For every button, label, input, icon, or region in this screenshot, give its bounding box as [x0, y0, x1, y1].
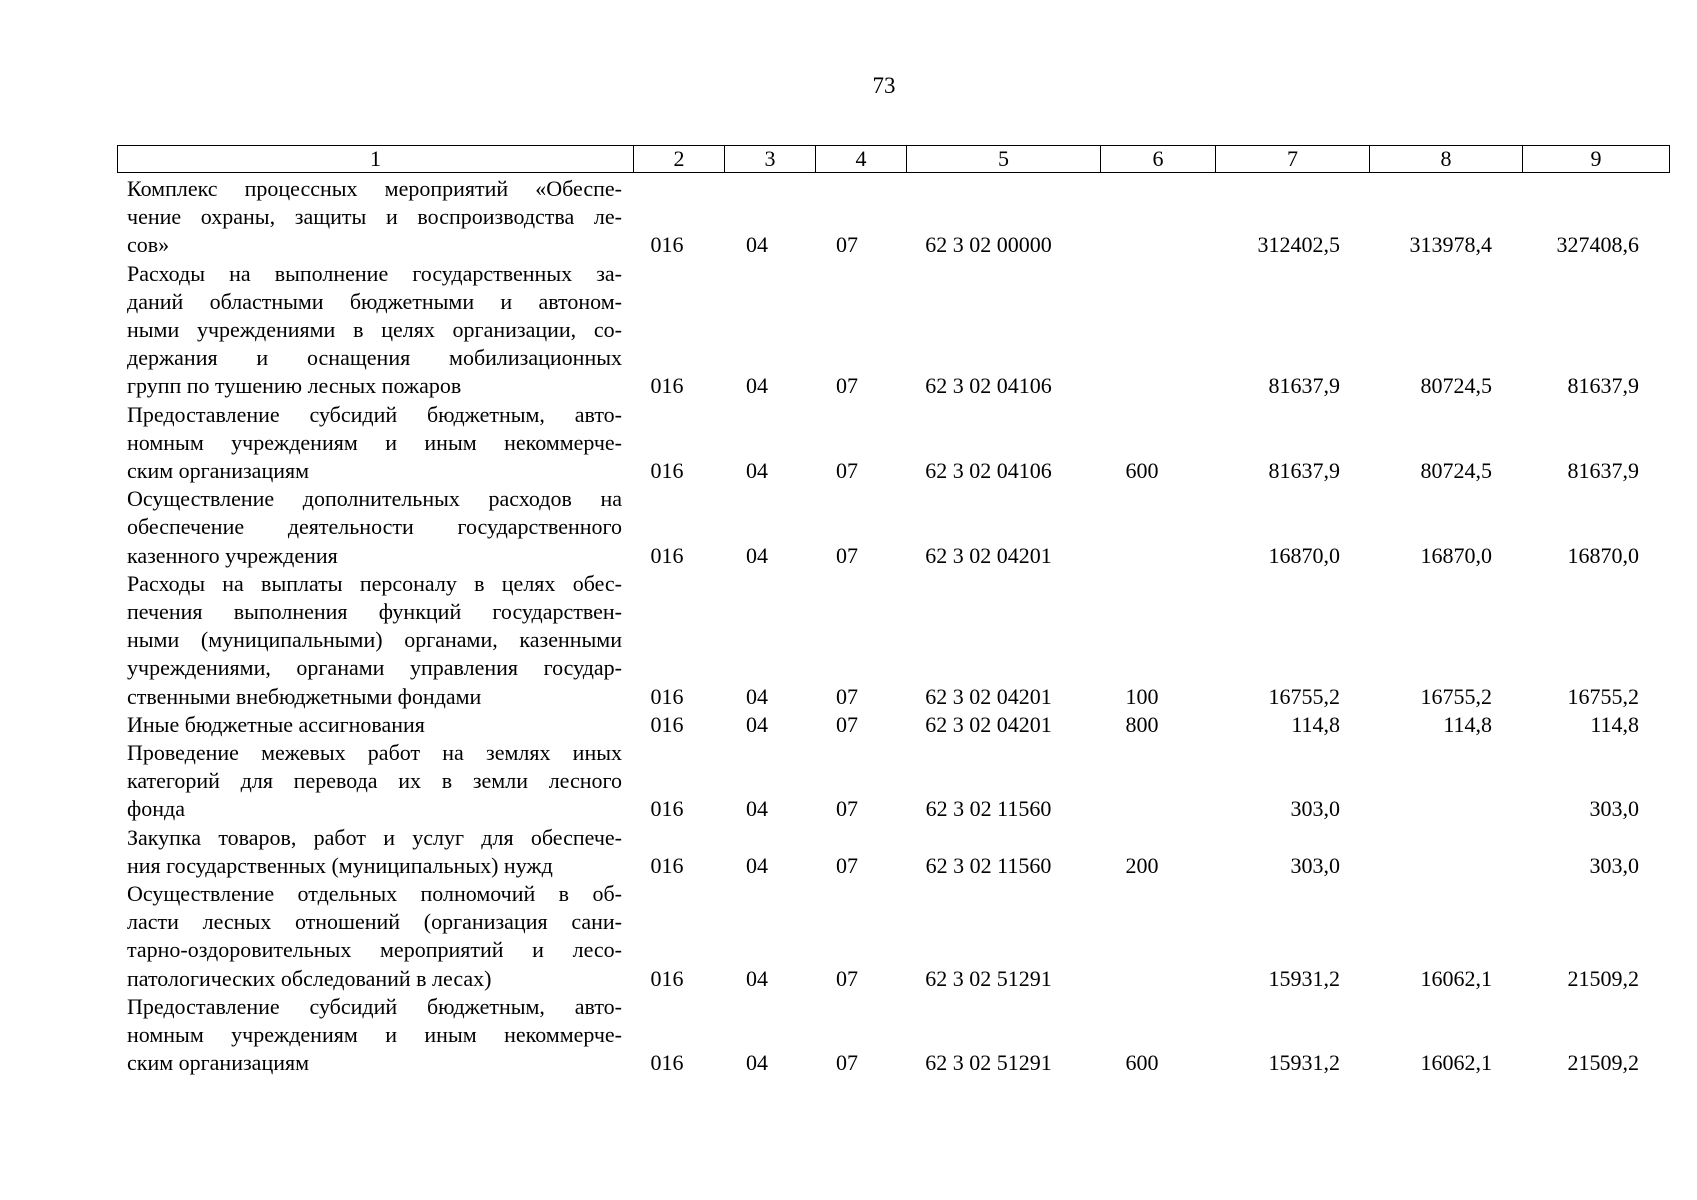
section-code: 04 — [746, 458, 768, 484]
ministry-code: 016 — [650, 373, 684, 399]
row-description — [117, 711, 622, 739]
subsection-code: 07 — [836, 711, 858, 737]
subsection-code: 07 — [836, 458, 858, 484]
description-line: казенного учреждения — [127, 542, 338, 568]
subsection-code: 07 — [836, 683, 858, 709]
amount-year-2: 80724,5 — [1420, 373, 1492, 399]
description-line: фонда — [127, 796, 185, 822]
row-description — [117, 175, 622, 260]
description-line: держания и оснащения мобилизационных — [127, 345, 622, 371]
section-code: 04 — [746, 683, 768, 709]
target-article: 62 3 02 11560 — [925, 852, 1052, 878]
description-line: патологических обследований в лесах) — [127, 965, 492, 991]
description-line: ским организациям — [127, 458, 310, 484]
description-line: ственными внебюджетными фондами — [127, 683, 482, 709]
amount-year-1: 16755,2 — [1268, 683, 1340, 709]
ministry-code: 016 — [650, 232, 684, 258]
description-line: категорий для перевода их в земли лесного — [127, 768, 622, 794]
description-line: Расходы на выполнение государственных за- — [127, 260, 622, 286]
amount-year-3: 114,8 — [1590, 711, 1639, 737]
target-article: 62 3 02 51291 — [925, 1050, 1052, 1076]
description-line: печения выполнения функций государствен- — [127, 599, 622, 625]
description-line: Иные бюджетные ассигнования — [127, 711, 425, 737]
target-article: 62 3 02 51291 — [925, 965, 1052, 991]
budget-table-body — [117, 175, 1663, 1078]
subsection-code: 07 — [836, 852, 858, 878]
amount-year-2: 313978,4 — [1409, 232, 1492, 258]
expense-type: 800 — [1125, 711, 1159, 737]
header-col-4: 4 — [816, 146, 907, 173]
amount-year-3: 81637,9 — [1567, 373, 1639, 399]
description-line: Закупка товаров, работ и услуг для обеспече- — [127, 824, 622, 850]
description-line: ским организациям — [127, 1050, 310, 1076]
header-col-3: 3 — [725, 146, 816, 173]
amount-year-3: 21509,2 — [1567, 1050, 1639, 1076]
description-line: ными учреждениями в целях организации, со- — [127, 317, 622, 343]
description-line: Предоставление субсидий бюджетным, авто- — [127, 401, 622, 427]
table-row — [117, 401, 1663, 486]
header-col-2: 2 — [634, 146, 725, 173]
ministry-code: 016 — [650, 711, 684, 737]
description-line: групп по тушению лесных пожаров — [127, 373, 462, 399]
section-code: 04 — [746, 965, 768, 991]
table-row — [117, 570, 1663, 711]
description-line: тарно-оздоровительных мероприятий и лесо- — [127, 937, 622, 963]
description-line: Расходы на выплаты персоналу в целях обес- — [127, 570, 622, 596]
amount-year-2: 16870,0 — [1420, 542, 1492, 568]
amount-year-2: 80724,5 — [1420, 458, 1492, 484]
expense-type: 600 — [1125, 1050, 1159, 1076]
description-line: ными (муниципальными) органами, казенными — [127, 627, 622, 653]
header-row — [118, 146, 1670, 173]
target-article: 62 3 02 04106 — [925, 373, 1052, 399]
table-row — [117, 711, 1663, 739]
amount-year-3: 303,0 — [1589, 796, 1639, 822]
header-col-6: 6 — [1101, 146, 1216, 173]
target-article: 62 3 02 04106 — [925, 458, 1052, 484]
table-row — [117, 175, 1663, 260]
subsection-code: 07 — [836, 1050, 858, 1076]
row-description — [117, 570, 622, 711]
header-col-8: 8 — [1370, 146, 1523, 173]
description-line: Предоставление субсидий бюджетным, авто- — [127, 993, 622, 1019]
description-line: Комплекс процессных мероприятий «Обеспе- — [127, 176, 622, 201]
subsection-code: 07 — [836, 373, 858, 399]
target-article: 62 3 02 11560 — [925, 796, 1052, 822]
description-line: ласти лесных отношений (организация сани- — [127, 909, 622, 935]
description-line: обеспечение деятельности государственного — [127, 514, 622, 540]
description-line: Осуществление дополнительных расходов на — [127, 486, 622, 512]
amount-year-2: 16062,1 — [1420, 1050, 1492, 1076]
section-code: 04 — [746, 542, 768, 568]
amount-year-1: 16870,0 — [1268, 542, 1340, 568]
amount-year-2: 16755,2 — [1420, 683, 1492, 709]
amount-year-3: 21509,2 — [1567, 965, 1639, 991]
subsection-code: 07 — [836, 542, 858, 568]
target-article: 62 3 02 04201 — [925, 683, 1052, 709]
amount-year-3: 16755,2 — [1567, 683, 1639, 709]
description-line: даний областными бюджетными и автоном- — [127, 288, 622, 314]
ministry-code: 016 — [650, 852, 684, 878]
description-line: чение охраны, защиты и воспроизводства ле- — [127, 204, 622, 230]
amount-year-2: 114,8 — [1443, 711, 1492, 737]
ministry-code: 016 — [650, 542, 684, 568]
table-row — [117, 880, 1663, 993]
subsection-code: 07 — [836, 232, 858, 258]
amount-year-1: 312402,5 — [1257, 232, 1340, 258]
ministry-code: 016 — [650, 458, 684, 484]
section-code: 04 — [746, 796, 768, 822]
subsection-code: 07 — [836, 965, 858, 991]
ministry-code: 016 — [650, 1050, 684, 1076]
expense-type: 600 — [1125, 458, 1159, 484]
row-description — [117, 401, 622, 486]
row-description — [117, 880, 622, 993]
amount-year-3: 16870,0 — [1567, 542, 1639, 568]
description-line: учреждениями, органами управления государ- — [127, 655, 622, 681]
description-line: Проведение межевых работ на землях иных — [127, 740, 622, 766]
description-line: ния государственных (муниципальных) нужд — [127, 852, 553, 878]
table-row — [117, 739, 1663, 824]
expense-type: 200 — [1125, 852, 1159, 878]
section-code: 04 — [746, 852, 768, 878]
page-number: 73 — [872, 73, 896, 98]
description-line: сов» — [127, 232, 170, 258]
row-description — [117, 993, 622, 1078]
header-col-7: 7 — [1216, 146, 1370, 173]
amount-year-1: 303,0 — [1290, 852, 1340, 878]
row-description — [117, 485, 622, 570]
amount-year-3: 303,0 — [1589, 852, 1639, 878]
amount-year-1: 15931,2 — [1268, 965, 1340, 991]
amount-year-1: 114,8 — [1291, 711, 1340, 737]
subsection-code: 07 — [836, 796, 858, 822]
header-col-9: 9 — [1523, 146, 1670, 173]
row-description — [117, 260, 622, 401]
table-row — [117, 824, 1663, 880]
target-article: 62 3 02 04201 — [925, 711, 1052, 737]
description-line: Осуществление отдельных полномочий в об- — [127, 881, 622, 907]
section-code: 04 — [746, 1050, 768, 1076]
amount-year-1: 15931,2 — [1268, 1050, 1340, 1076]
section-code: 04 — [746, 232, 768, 258]
column-number-header — [117, 145, 1670, 173]
description-line: номным учреждениям и иным некоммерче- — [127, 1022, 622, 1048]
expense-type: 100 — [1125, 683, 1159, 709]
amount-year-3: 327408,6 — [1556, 232, 1639, 258]
table-row — [117, 485, 1663, 570]
section-code: 04 — [746, 373, 768, 399]
header-col-5: 5 — [907, 146, 1101, 173]
header-col-1: 1 — [118, 146, 634, 173]
target-article: 62 3 02 00000 — [925, 232, 1052, 258]
amount-year-2: 16062,1 — [1420, 965, 1492, 991]
amount-year-1: 81637,9 — [1268, 458, 1340, 484]
row-description — [117, 739, 622, 824]
table-row — [117, 993, 1663, 1078]
ministry-code: 016 — [650, 965, 684, 991]
amount-year-1: 81637,9 — [1268, 373, 1340, 399]
ministry-code: 016 — [650, 683, 684, 709]
target-article: 62 3 02 04201 — [925, 542, 1052, 568]
row-description — [117, 824, 622, 880]
ministry-code: 016 — [650, 796, 684, 822]
description-line: номным учреждениям и иным некоммерче- — [127, 429, 622, 455]
amount-year-3: 81637,9 — [1567, 458, 1639, 484]
table-row — [117, 260, 1663, 401]
section-code: 04 — [746, 711, 768, 737]
amount-year-1: 303,0 — [1290, 796, 1340, 822]
